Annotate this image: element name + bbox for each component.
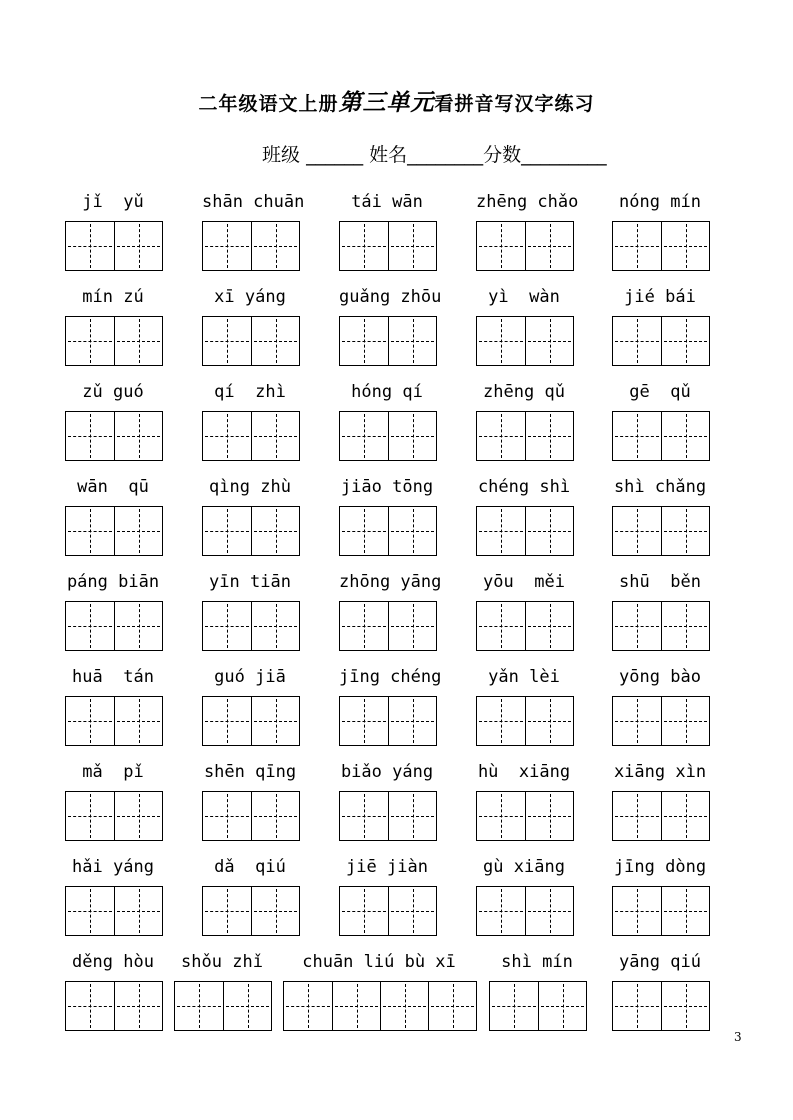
exercise-item <box>476 190 579 271</box>
writing-cell[interactable] <box>66 697 114 745</box>
title-unit: 第三单元 <box>338 89 435 116</box>
writing-cell[interactable] <box>613 602 661 650</box>
writing-cell[interactable] <box>114 792 162 840</box>
exercise-item <box>489 950 585 1031</box>
exercise-item <box>202 855 298 936</box>
tianzige-boxes <box>65 981 163 1031</box>
pinyin-label: yōu měi <box>483 572 565 592</box>
pinyin-label: wān qū <box>77 477 149 497</box>
pinyin-label: shì chǎng <box>613 477 707 497</box>
writing-cell[interactable] <box>613 792 661 840</box>
pinyin-label: guǎng zhōu <box>339 287 442 307</box>
writing-cell[interactable] <box>380 982 428 1030</box>
pinyin-label: gù xiāng <box>483 857 565 877</box>
exercise-item <box>202 665 298 746</box>
writing-cell[interactable] <box>661 792 709 840</box>
writing-cell[interactable] <box>477 602 525 650</box>
tianzige-boxes <box>202 791 300 841</box>
writing-cell[interactable] <box>251 602 299 650</box>
pinyin-label: jǐ yǔ <box>82 192 144 212</box>
score-blank[interactable]: _________ <box>521 144 607 166</box>
writing-cell[interactable] <box>251 317 299 365</box>
pinyin-label: yì wàn <box>488 287 560 307</box>
tianzige-boxes <box>339 506 437 556</box>
writing-cell[interactable] <box>661 602 709 650</box>
tianzige-boxes <box>612 886 710 936</box>
exercise-item <box>476 855 572 936</box>
writing-cell[interactable] <box>251 222 299 270</box>
pinyin-label: chéng shì <box>477 477 571 497</box>
tianzige-boxes <box>612 316 710 366</box>
writing-cell[interactable] <box>525 412 573 460</box>
tianzige-boxes <box>283 981 477 1031</box>
exercise-item <box>339 475 435 556</box>
writing-cell[interactable] <box>477 222 525 270</box>
tianzige-boxes <box>489 981 587 1031</box>
class-label: 班级 <box>262 144 301 166</box>
exercise-item <box>339 285 442 366</box>
tianzige-boxes <box>339 696 437 746</box>
writing-cell[interactable] <box>340 317 388 365</box>
pinyin-label: děng hòu <box>72 952 154 972</box>
writing-cell[interactable] <box>251 412 299 460</box>
writing-cell[interactable] <box>388 507 436 555</box>
pinyin-label: jīng chéng <box>339 667 442 687</box>
writing-cell[interactable] <box>388 697 436 745</box>
exercise-item <box>612 855 708 936</box>
pinyin-label: zhēng qǔ <box>483 382 565 402</box>
pinyin-label: qìng zhù <box>209 477 291 497</box>
writing-cell[interactable] <box>388 887 436 935</box>
pinyin-label: shì mín <box>501 952 573 972</box>
exercise-item <box>202 285 298 366</box>
writing-cell[interactable] <box>340 412 388 460</box>
pinyin-label: yīn tiān <box>209 572 291 592</box>
writing-cell[interactable] <box>203 412 251 460</box>
pinyin-label: shān chuān <box>202 192 305 212</box>
writing-cell[interactable] <box>613 412 661 460</box>
tianzige-boxes <box>339 601 437 651</box>
student-info-line <box>262 140 607 167</box>
pinyin-label: nóng mín <box>619 192 701 212</box>
pinyin-label: dǎ qiú <box>214 857 286 877</box>
page-number: 3 <box>734 1030 742 1044</box>
exercise-item <box>476 760 572 841</box>
tianzige-boxes <box>202 601 300 651</box>
writing-cell[interactable] <box>114 887 162 935</box>
pinyin-label: zǔ guó <box>82 382 144 402</box>
tianzige-boxes <box>476 316 574 366</box>
pinyin-label: xī yáng <box>214 287 286 307</box>
pinyin-label: hóng qí <box>351 382 423 402</box>
exercise-item <box>612 665 708 746</box>
writing-cell[interactable] <box>340 507 388 555</box>
writing-cell[interactable] <box>251 697 299 745</box>
exercise-item <box>339 570 442 651</box>
writing-cell[interactable] <box>332 982 380 1030</box>
writing-cell[interactable] <box>340 602 388 650</box>
writing-cell[interactable] <box>66 887 114 935</box>
pinyin-label: yǎn lèi <box>488 667 560 687</box>
writing-cell[interactable] <box>66 792 114 840</box>
score-label: 分数 <box>483 144 522 166</box>
writing-cell[interactable] <box>477 697 525 745</box>
exercise-item <box>339 665 442 746</box>
exercise-item <box>202 380 298 461</box>
tianzige-boxes <box>65 886 163 936</box>
tianzige-boxes <box>612 411 710 461</box>
writing-cell[interactable] <box>613 697 661 745</box>
tianzige-boxes <box>612 506 710 556</box>
exercise-item <box>476 380 572 461</box>
exercise-item <box>476 475 572 556</box>
writing-cell[interactable] <box>388 317 436 365</box>
writing-cell[interactable] <box>203 792 251 840</box>
writing-cell[interactable] <box>538 982 586 1030</box>
tianzige-boxes <box>612 981 710 1031</box>
writing-cell[interactable] <box>66 982 114 1030</box>
exercise-item <box>339 760 435 841</box>
exercise-item <box>65 760 161 841</box>
exercise-item <box>612 475 708 556</box>
tianzige-boxes <box>476 886 574 936</box>
writing-cell[interactable] <box>114 317 162 365</box>
writing-cell[interactable] <box>114 602 162 650</box>
writing-cell[interactable] <box>340 887 388 935</box>
tianzige-boxes <box>65 221 163 271</box>
writing-cell[interactable] <box>490 982 538 1030</box>
writing-cell[interactable] <box>661 317 709 365</box>
writing-cell[interactable] <box>613 507 661 555</box>
writing-cell[interactable] <box>66 317 114 365</box>
tianzige-boxes <box>65 791 163 841</box>
writing-cell[interactable] <box>388 412 436 460</box>
writing-cell[interactable] <box>340 792 388 840</box>
tianzige-boxes <box>65 411 163 461</box>
exercise-item <box>174 950 270 1031</box>
pinyin-label: jiē jiàn <box>346 857 428 877</box>
pinyin-label: guó jiā <box>214 667 286 687</box>
exercise-item <box>65 950 161 1031</box>
writing-cell[interactable] <box>284 982 332 1030</box>
writing-cell[interactable] <box>613 317 661 365</box>
writing-cell[interactable] <box>203 887 251 935</box>
pinyin-label: huā tán <box>72 667 154 687</box>
pinyin-label: biǎo yáng <box>340 762 434 782</box>
pinyin-label: mín zú <box>82 287 144 307</box>
writing-cell[interactable] <box>66 602 114 650</box>
writing-cell[interactable] <box>525 887 573 935</box>
tianzige-boxes <box>476 601 574 651</box>
writing-cell[interactable] <box>66 412 114 460</box>
writing-cell[interactable] <box>477 507 525 555</box>
tianzige-boxes <box>612 601 710 651</box>
writing-cell[interactable] <box>525 697 573 745</box>
tianzige-boxes <box>65 696 163 746</box>
writing-cell[interactable] <box>114 222 162 270</box>
exercise-item <box>202 475 298 556</box>
tianzige-boxes <box>476 506 574 556</box>
tianzige-boxes <box>476 791 574 841</box>
writing-cell[interactable] <box>661 222 709 270</box>
writing-cell[interactable] <box>203 507 251 555</box>
writing-cell[interactable] <box>525 792 573 840</box>
writing-cell[interactable] <box>525 507 573 555</box>
pinyin-label: zhōng yāng <box>339 572 442 592</box>
writing-cell[interactable] <box>388 222 436 270</box>
writing-cell[interactable] <box>613 887 661 935</box>
exercise-item <box>612 190 708 271</box>
pinyin-label: jiāo tōng <box>340 477 434 497</box>
name-blank[interactable]: ________ <box>407 144 484 166</box>
writing-cell[interactable] <box>661 507 709 555</box>
tianzige-boxes <box>65 601 163 651</box>
pinyin-label: hù xiāng <box>477 762 571 782</box>
exercise-item <box>339 855 435 936</box>
writing-cell[interactable] <box>114 697 162 745</box>
writing-cell[interactable] <box>388 792 436 840</box>
writing-cell[interactable] <box>203 317 251 365</box>
tianzige-boxes <box>339 411 437 461</box>
tianzige-boxes <box>174 981 272 1031</box>
title-grade: 二年级语文上册 <box>198 93 339 115</box>
tianzige-boxes <box>202 506 300 556</box>
pinyin-label: jié bái <box>624 287 696 307</box>
tianzige-boxes <box>476 411 574 461</box>
exercise-item <box>202 760 298 841</box>
writing-cell[interactable] <box>477 412 525 460</box>
tianzige-boxes <box>339 791 437 841</box>
exercise-item <box>476 665 572 746</box>
name-label: 姓名 <box>369 144 408 166</box>
tianzige-boxes <box>339 886 437 936</box>
exercise-item <box>476 285 572 366</box>
pinyin-label: tái wān <box>351 192 423 212</box>
writing-cell[interactable] <box>428 982 476 1030</box>
exercise-item <box>476 570 572 651</box>
writing-cell[interactable] <box>114 507 162 555</box>
tianzige-boxes <box>339 221 437 271</box>
writing-cell[interactable] <box>114 982 162 1030</box>
exercise-item <box>612 285 708 366</box>
writing-cell[interactable] <box>340 222 388 270</box>
exercise-item <box>65 570 161 651</box>
writing-cell[interactable] <box>251 507 299 555</box>
exercise-item <box>65 285 161 366</box>
writing-cell[interactable] <box>203 697 251 745</box>
writing-cell[interactable] <box>661 887 709 935</box>
tianzige-boxes <box>202 886 300 936</box>
exercise-item <box>339 380 435 461</box>
writing-cell[interactable] <box>477 887 525 935</box>
tianzige-boxes <box>202 696 300 746</box>
tianzige-boxes <box>65 506 163 556</box>
writing-cell[interactable] <box>66 507 114 555</box>
writing-cell[interactable] <box>477 792 525 840</box>
writing-cell[interactable] <box>477 317 525 365</box>
tianzige-boxes <box>202 221 300 271</box>
pinyin-label: shū běn <box>619 572 701 592</box>
exercise-item <box>65 475 161 556</box>
tianzige-boxes <box>202 411 300 461</box>
class-blank[interactable]: ______ <box>306 144 364 166</box>
exercise-item <box>339 190 435 271</box>
writing-cell[interactable] <box>223 982 271 1030</box>
pinyin-label: yōng bào <box>619 667 701 687</box>
page-title <box>0 84 793 117</box>
writing-cell[interactable] <box>613 222 661 270</box>
writing-cell[interactable] <box>661 982 709 1030</box>
writing-cell[interactable] <box>251 792 299 840</box>
writing-cell[interactable] <box>388 602 436 650</box>
exercise-item <box>612 570 708 651</box>
tianzige-boxes <box>202 316 300 366</box>
pinyin-label: shēn qīng <box>203 762 297 782</box>
exercise-item <box>65 665 161 746</box>
writing-cell[interactable] <box>66 222 114 270</box>
writing-cell[interactable] <box>525 222 573 270</box>
tianzige-boxes <box>65 316 163 366</box>
writing-cell[interactable] <box>525 602 573 650</box>
writing-cell[interactable] <box>525 317 573 365</box>
writing-cell[interactable] <box>661 697 709 745</box>
exercise-item <box>202 570 298 651</box>
tianzige-boxes <box>476 696 574 746</box>
writing-cell[interactable] <box>203 222 251 270</box>
pinyin-label: gē qǔ <box>629 382 691 402</box>
pinyin-label: shǒu zhǐ <box>181 952 263 972</box>
writing-cell[interactable] <box>203 602 251 650</box>
pinyin-label: páng biān <box>66 572 160 592</box>
pinyin-label: jīng dòng <box>613 857 707 877</box>
exercise-item <box>65 855 161 936</box>
pinyin-label: mǎ pǐ <box>82 762 144 782</box>
writing-cell[interactable] <box>114 412 162 460</box>
pinyin-label: zhēng chǎo <box>476 192 579 212</box>
writing-cell[interactable] <box>613 982 661 1030</box>
pinyin-label: hǎi yáng <box>72 857 154 877</box>
writing-cell[interactable] <box>340 697 388 745</box>
title-task: 看拼音写汉字练习 <box>434 93 595 115</box>
pinyin-label: chuān liú bù xī <box>302 952 456 972</box>
exercise-item <box>283 950 475 1031</box>
tianzige-boxes <box>476 221 574 271</box>
tianzige-boxes <box>612 791 710 841</box>
writing-cell[interactable] <box>175 982 223 1030</box>
writing-cell[interactable] <box>251 887 299 935</box>
pinyin-label: qí zhì <box>214 382 286 402</box>
pinyin-label: xiāng xìn <box>613 762 707 782</box>
exercise-item <box>612 380 708 461</box>
exercise-item <box>612 950 708 1031</box>
pinyin-label: yāng qiú <box>619 952 701 972</box>
exercise-item <box>202 190 305 271</box>
exercise-item <box>65 380 161 461</box>
tianzige-boxes <box>612 696 710 746</box>
writing-cell[interactable] <box>661 412 709 460</box>
exercise-item <box>65 190 161 271</box>
tianzige-boxes <box>339 316 437 366</box>
tianzige-boxes <box>612 221 710 271</box>
exercise-item <box>612 760 708 841</box>
